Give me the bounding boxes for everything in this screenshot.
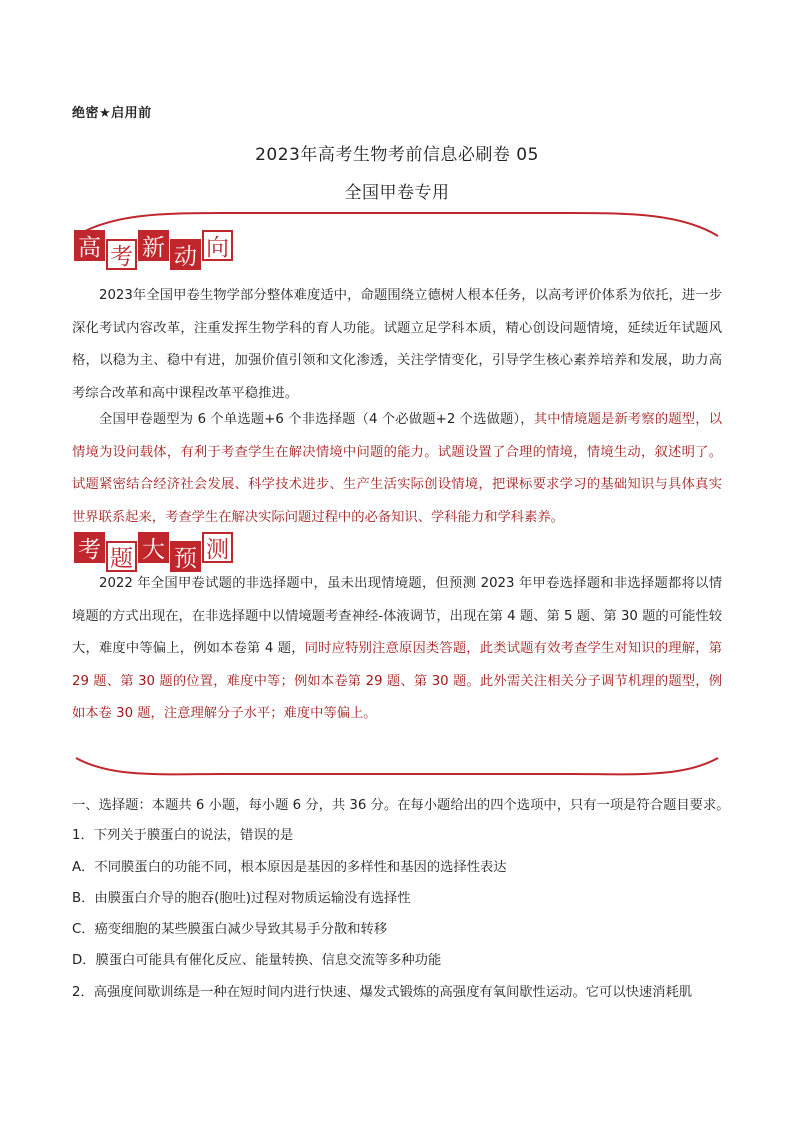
prediction-paragraph-highlight: 同时应特别注意原因类答题，此类试题有效考查学生对知识的理解，第 29 题、第 30 题的位置，难度中等；例如本卷第 29 题、第 30 题。此外需关注相关分子调节机理的题型，例如本卷 30 题，注意理解分子水平；难度中等偏上。 [72, 641, 722, 721]
banner-char: 题 [106, 541, 137, 572]
question-1-stem: 1．下列关于膜蛋白的说法，错误的是 [72, 828, 294, 843]
banner-char: 测 [202, 532, 233, 563]
banner-char: 大 [138, 532, 169, 563]
banner-char: 考 [106, 239, 137, 270]
choice-section-heading: 一、选择题：本题共 6 小题，每小题 6 分，共 36 分。在每小题给出的四个选项中，只有一项是符合题目要求。 [72, 798, 730, 813]
banner-char: 向 [202, 230, 233, 261]
trend-paragraph-2-highlight: 其中情境题是新考察的题型，以情境为设问载体，有利于考查学生在解决情境中问题的能力。试题设置了合理的情境，情境生动，叙述明了。试题紧密结合经济社会发展、科学技术进步、生产生活实际创设情境，把课标要求学习的基础知识与具体真实世界联系起来，考查学生在解决实际问题过程中的必备知识、学科能力和学科素养。 [72, 412, 723, 525]
paper-subtitle: 全国甲卷专用 [344, 183, 450, 203]
banner-char: 考 [74, 532, 105, 563]
banner-char: 预 [170, 541, 201, 572]
trend-paragraph-2-intro: 全国甲卷题型为 6 个单选题+6 个非选择题（4 个必做题+2 个选做题）， [99, 412, 534, 427]
banner-exam-prediction [74, 532, 233, 572]
bottom-decorative-arc [72, 740, 722, 790]
prediction-paragraph [72, 568, 722, 731]
banner-char: 高 [74, 230, 105, 261]
banner-char: 新 [138, 230, 169, 261]
banner-gaokao-trends [74, 230, 233, 270]
question-1-option-d: D．膜蛋白可能具有催化反应、能量转换、信息交流等多种功能 [72, 953, 442, 968]
question-2-stem: 2．高强度间歇训练是一种在短时间内进行快速、爆发式锻炼的高强度有氧间歇性运动。它可以快速消耗肌 [72, 985, 693, 1000]
banner-char: 动 [170, 239, 201, 270]
prediction-paragraph-intro: 2022 年全国甲卷试题的非选择题中，虽未出现情境题，但预测 2023 年甲卷选择题和非选择题都将以情境题的方式出现在，在非选择题中以情境题考查神经-体液调节，出现在第 4 题、第 5 题、第 30 题的可能性较大，难度中等偏上，例如本卷第 4 题， [72, 576, 722, 656]
confidential-label: 绝密★启用前 [72, 106, 152, 121]
trend-paragraph-2 [72, 404, 722, 534]
question-1-option-b: B．由膜蛋白介导的胞吞(胞吐)过程对物质运输没有选择性 [72, 891, 411, 906]
trend-paragraph-1: 2023年全国甲卷生物学部分整体难度适中，命题围绕立德树人根本任务，以高考评价体系为依托，进一步深化考试内容改革，注重发挥生物学科的育人功能。试题立足学科本质，精心创设问题情境，延续近年试题风格，以稳为主、稳中有进，加强价值引领和文化渗透，关注学情变化，引导学生核心素养培养和发展，助力高考综合改革和高中课程改革平稳推进。 [72, 288, 722, 401]
question-1-option-c: C．癌变细胞的某些膜蛋白减少导致其易手分散和转移 [72, 922, 388, 937]
paper-title: 2023年高考生物考前信息必刷卷 05 [255, 145, 539, 165]
question-1-option-a: A．不同膜蛋白的功能不同，根本原因是基因的多样性和基因的选择性表达 [72, 860, 507, 875]
